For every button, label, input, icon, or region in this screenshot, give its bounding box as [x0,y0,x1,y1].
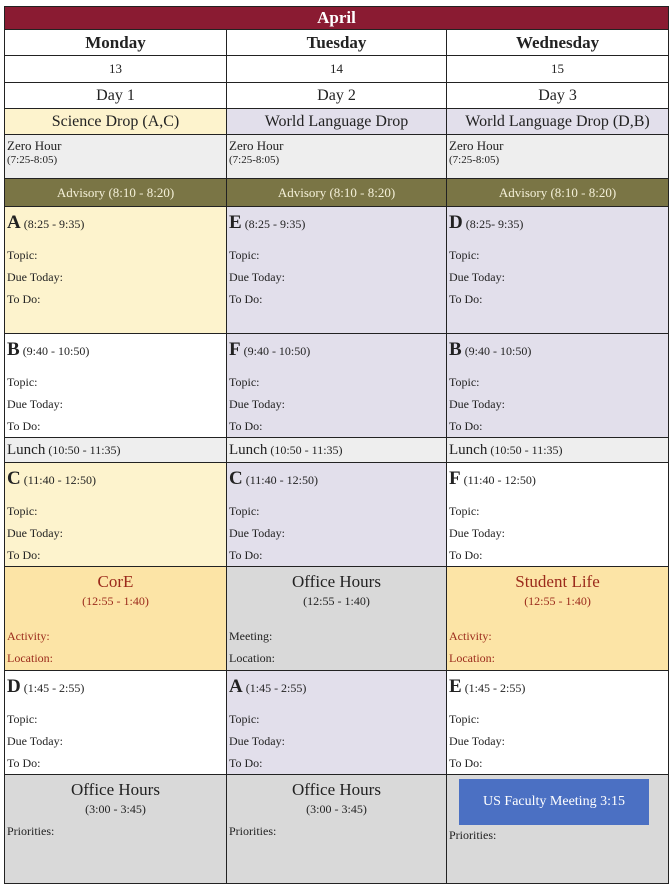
office-hours-monday[interactable] [5,775,227,884]
zero-hour-title: Zero Hour [229,138,284,153]
priorities-label: Priorities: [229,824,277,838]
topic-label: Topic: [7,712,38,726]
zero-hour-title: Zero Hour [7,138,62,153]
date-wednesday: 15 [447,56,669,83]
schedule-table [4,6,669,884]
todo-label: To Do: [7,548,41,562]
day-name-wednesday: Wednesday [447,30,669,56]
advisory-tuesday: Advisory (8:10 - 8:20) [227,179,447,207]
lunch-tuesday [227,438,447,463]
due-label: Due Today: [229,270,285,284]
day-name-monday: Monday [5,30,227,56]
period-cell-wednesday-4[interactable] [447,671,669,775]
period-time: (9:40 - 10:50) [22,344,90,358]
zero-hour-time: (7:25-8:05) [229,154,280,166]
month-header: April [5,7,669,30]
due-label: Due Today: [7,397,63,411]
event-location-label: Location: [229,651,275,665]
period-time: (8:25 - 9:35) [23,217,85,231]
period-time: (9:40 - 10:50) [464,344,532,358]
period-cell-tuesday-2[interactable] [227,334,447,438]
todo-label: To Do: [449,756,483,770]
event-activity-label: Activity: [7,629,50,643]
topic-label: Topic: [229,712,260,726]
period-letter: D [449,212,463,233]
priorities-label: Priorities: [449,828,497,842]
period-letter: D [7,676,21,697]
todo-label: To Do: [7,292,41,306]
period-time: (11:40 - 12:50) [463,473,536,487]
event-location-label: Location: [7,651,53,665]
period-cell-wednesday-1[interactable] [447,207,669,334]
period-letter: B [7,339,20,360]
lunch-wednesday [447,438,669,463]
drop-tuesday: World Language Drop [227,109,447,135]
due-label: Due Today: [7,526,63,540]
todo-label: To Do: [7,756,41,770]
office-hours-time: (3:00 - 3:45) [306,802,367,816]
due-label: Due Today: [449,397,505,411]
period-cell-monday-2[interactable] [5,334,227,438]
office-hours-tuesday[interactable] [227,775,447,884]
topic-label: Topic: [449,375,480,389]
topic-label: Topic: [449,712,480,726]
period-cell-tuesday-3[interactable] [227,463,447,567]
event-title: Office Hours [292,572,381,591]
todo-label: To Do: [449,419,483,433]
due-label: Due Today: [449,734,505,748]
event-core-monday[interactable] [5,567,227,671]
period-time: (8:25 - 9:35) [244,217,306,231]
todo-label: To Do: [229,292,263,306]
lunch-label: Lunch [229,441,268,458]
faculty-meeting-wednesday[interactable] [447,775,669,884]
period-letter: E [449,676,462,697]
rotation-day-wednesday: Day 3 [447,83,669,109]
period-letter: B [449,339,462,360]
zero-hour-time: (7:25-8:05) [449,154,500,166]
office-hours-title: Office Hours [292,780,381,799]
topic-label: Topic: [7,504,38,518]
period-letter: F [449,468,461,489]
event-office-hours-tuesday[interactable] [227,567,447,671]
topic-label: Topic: [229,375,260,389]
due-label: Due Today: [449,526,505,540]
todo-label: To Do: [449,292,483,306]
office-hours-time: (3:00 - 3:45) [85,802,146,816]
date-tuesday: 14 [227,56,447,83]
day-name-tuesday: Tuesday [227,30,447,56]
period-letter: E [229,212,242,233]
event-student-life-wednesday[interactable] [447,567,669,671]
zero-hour-wednesday [447,135,669,179]
event-title: CorE [97,572,134,591]
period-cell-monday-4[interactable] [5,671,227,775]
drop-monday: Science Drop (A,C) [5,109,227,135]
due-label: Due Today: [229,526,285,540]
due-label: Due Today: [7,270,63,284]
rotation-day-tuesday: Day 2 [227,83,447,109]
period-time: (8:25- 9:35) [465,217,524,231]
rotation-day-monday: Day 1 [5,83,227,109]
topic-label: Topic: [449,504,480,518]
period-time: (11:40 - 12:50) [245,473,318,487]
period-time: (9:40 - 10:50) [243,344,311,358]
drop-wednesday: World Language Drop (D,B) [447,109,669,135]
todo-label: To Do: [7,419,41,433]
zero-hour-tuesday [227,135,447,179]
period-time: (1:45 - 2:55) [23,681,85,695]
advisory-monday: Advisory (8:10 - 8:20) [5,179,227,207]
event-activity-label: Activity: [449,629,492,643]
period-cell-wednesday-3[interactable] [447,463,669,567]
zero-hour-title: Zero Hour [449,138,504,153]
period-time: (11:40 - 12:50) [23,473,96,487]
lunch-time: (10:50 - 11:35) [490,442,563,457]
due-label: Due Today: [229,397,285,411]
event-time: (12:55 - 1:40) [82,594,149,608]
zero-hour-monday [5,135,227,179]
due-label: Due Today: [7,734,63,748]
todo-label: To Do: [229,756,263,770]
topic-label: Topic: [7,375,38,389]
event-title: Student Life [515,572,600,591]
priorities-label: Priorities: [7,824,55,838]
event-location-label: Location: [449,651,495,665]
advisory-wednesday: Advisory (8:10 - 8:20) [447,179,669,207]
due-label: Due Today: [229,734,285,748]
period-time: (1:45 - 2:55) [245,681,307,695]
period-letter: C [7,468,21,489]
topic-label: Topic: [229,248,260,262]
calendar-week [4,6,668,884]
period-letter: F [229,339,241,360]
period-letter: A [7,212,21,233]
office-hours-title: Office Hours [71,780,160,799]
todo-label: To Do: [229,548,263,562]
lunch-time: (10:50 - 11:35) [48,442,121,457]
period-cell-monday-1[interactable] [5,207,227,334]
period-cell-tuesday-4[interactable] [227,671,447,775]
topic-label: Topic: [229,504,260,518]
period-cell-monday-3[interactable] [5,463,227,567]
event-time: (12:55 - 1:40) [303,594,370,608]
topic-label: Topic: [449,248,480,262]
event-meeting-label: Meeting: [229,629,273,643]
faculty-meeting-block[interactable]: US Faculty Meeting 3:15 [459,779,649,825]
lunch-monday [5,438,227,463]
topic-label: Topic: [7,248,38,262]
period-time: (1:45 - 2:55) [464,681,526,695]
todo-label: To Do: [449,548,483,562]
event-time: (12:55 - 1:40) [524,594,591,608]
lunch-time: (10:50 - 11:35) [270,442,343,457]
period-cell-wednesday-2[interactable] [447,334,669,438]
lunch-label: Lunch [7,441,46,458]
period-letter: C [229,468,243,489]
zero-hour-time: (7:25-8:05) [7,154,58,166]
period-letter: A [229,676,243,697]
period-cell-tuesday-1[interactable] [227,207,447,334]
due-label: Due Today: [449,270,505,284]
date-monday: 13 [5,56,227,83]
lunch-label: Lunch [449,441,488,458]
todo-label: To Do: [229,419,263,433]
